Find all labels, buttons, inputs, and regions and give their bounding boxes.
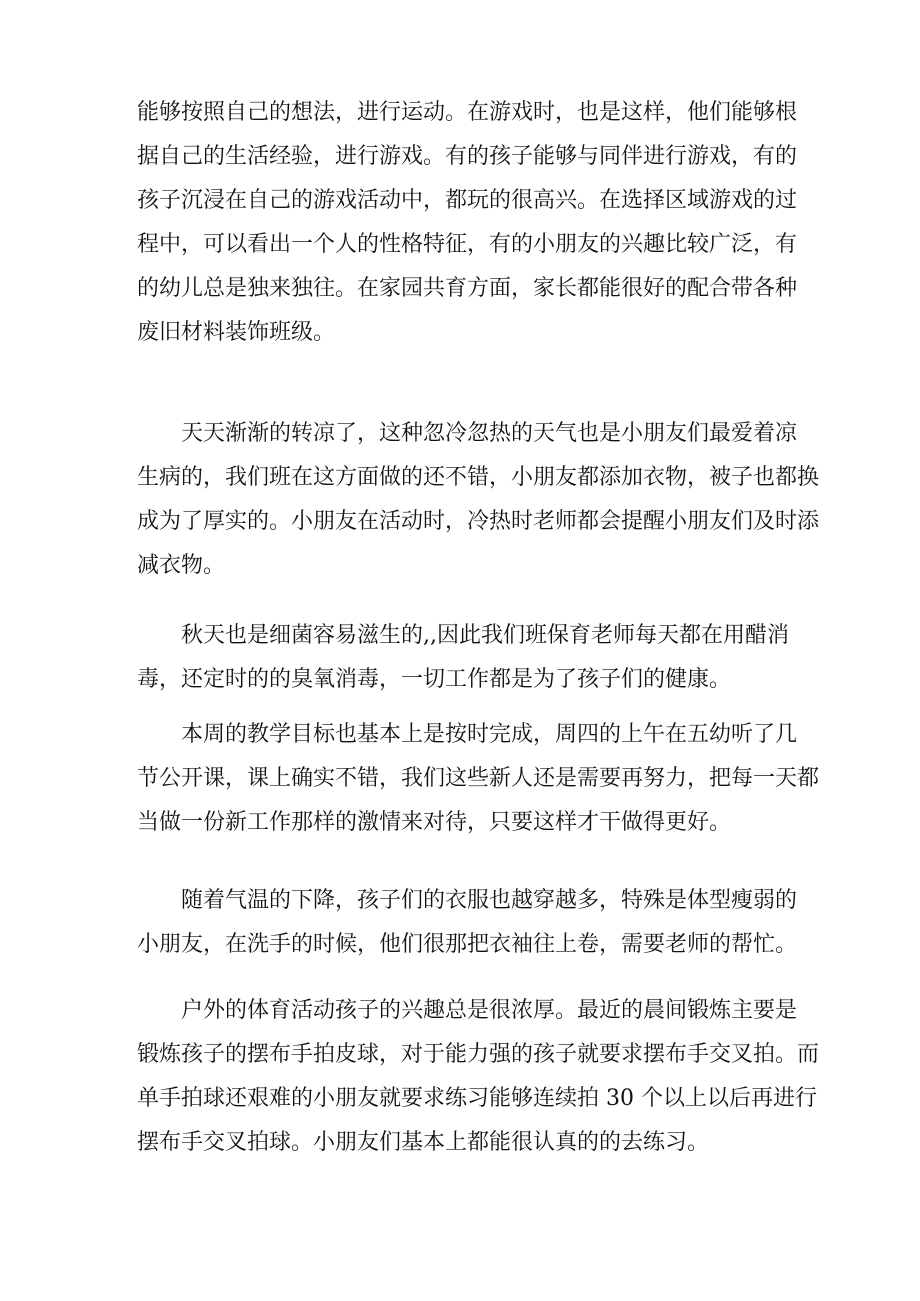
paragraph-line: 本周的教学目标也基本上是按时完成，周四的上午在五幼听了几 — [181, 722, 798, 747]
paragraph-line: 据自己的生活经验，进行游戏。有的孩子能够与同伴进行游戏，有的 — [137, 144, 798, 169]
paragraph-line: 孩子沉浸在自己的游戏活动中，都玩的很高兴。在选择区域游戏的过 — [137, 188, 798, 213]
paragraph-6 — [137, 989, 820, 1165]
paragraph-line: 节公开课，课上确实不错，我们这些新人还是需要再努力，把每一天都 — [137, 766, 820, 791]
paragraph-3 — [137, 614, 797, 702]
paragraph-5 — [137, 879, 797, 967]
paragraph-line: 成为了厚实的。小朋友在活动时，冷热时老师都会提醒小朋友们及时添 — [137, 509, 820, 534]
paragraph-1 — [137, 91, 797, 355]
paragraph-line: 毒，还定时的的臭氧消毒，一切工作都是为了孩子们的健康。 — [137, 667, 732, 692]
paragraph-line: 单手拍球还艰难的小朋友就要求练习能够连续拍 30 个以上以后再进行 — [137, 1086, 817, 1111]
paragraph-line: 当做一份新工作那样的激情来对待，只要这样才干做得更好。 — [137, 810, 732, 835]
paragraph-line: 程中，可以看出一个人的性格特征，有的小朋友的兴趣比较广泛，有 — [137, 232, 798, 257]
paragraph-line: 生病的，我们班在这方面做的还不错，小朋友都添加衣物，被子也都换 — [137, 465, 820, 490]
paragraph-line: 能够按照自己的想法，进行运动。在游戏时，也是这样，他们能够根 — [137, 100, 798, 125]
paragraph-4 — [137, 713, 820, 845]
paragraph-line: 的幼儿总是独来独往。在家园共育方面，家长都能很好的配合带各种 — [137, 276, 798, 301]
paragraph-line: 减衣物。 — [137, 553, 226, 578]
paragraph-line: 锻炼孩子的摆布手拍皮球，对于能力强的孩子就要求摆布手交叉拍。而 — [137, 1042, 820, 1067]
paragraph-line: 户外的体育活动孩子的兴趣总是很浓厚。最近的晨间锻炼主要是 — [181, 998, 798, 1023]
paragraph-2 — [137, 412, 820, 588]
paragraph-line: 天天渐渐的转凉了，这种忽冷忽热的天气也是小朋友们最爱着凉 — [181, 421, 798, 446]
paragraph-line: 秋天也是细菌容易滋生的,,因此我们班保育老师每天都在用醋消 — [181, 623, 789, 648]
paragraph-line: 小朋友，在洗手的时候，他们很那把衣袖往上卷，需要老师的帮忙。 — [137, 932, 798, 957]
paragraph-line: 随着气温的下降，孩子们的衣服也越穿越多，特殊是体型瘦弱的 — [181, 888, 798, 913]
paragraph-line: 废旧材料装饰班级。 — [137, 320, 336, 345]
paragraph-line: 摆布手交叉拍球。小朋友们基本上都能很认真的的去练习。 — [137, 1130, 710, 1155]
